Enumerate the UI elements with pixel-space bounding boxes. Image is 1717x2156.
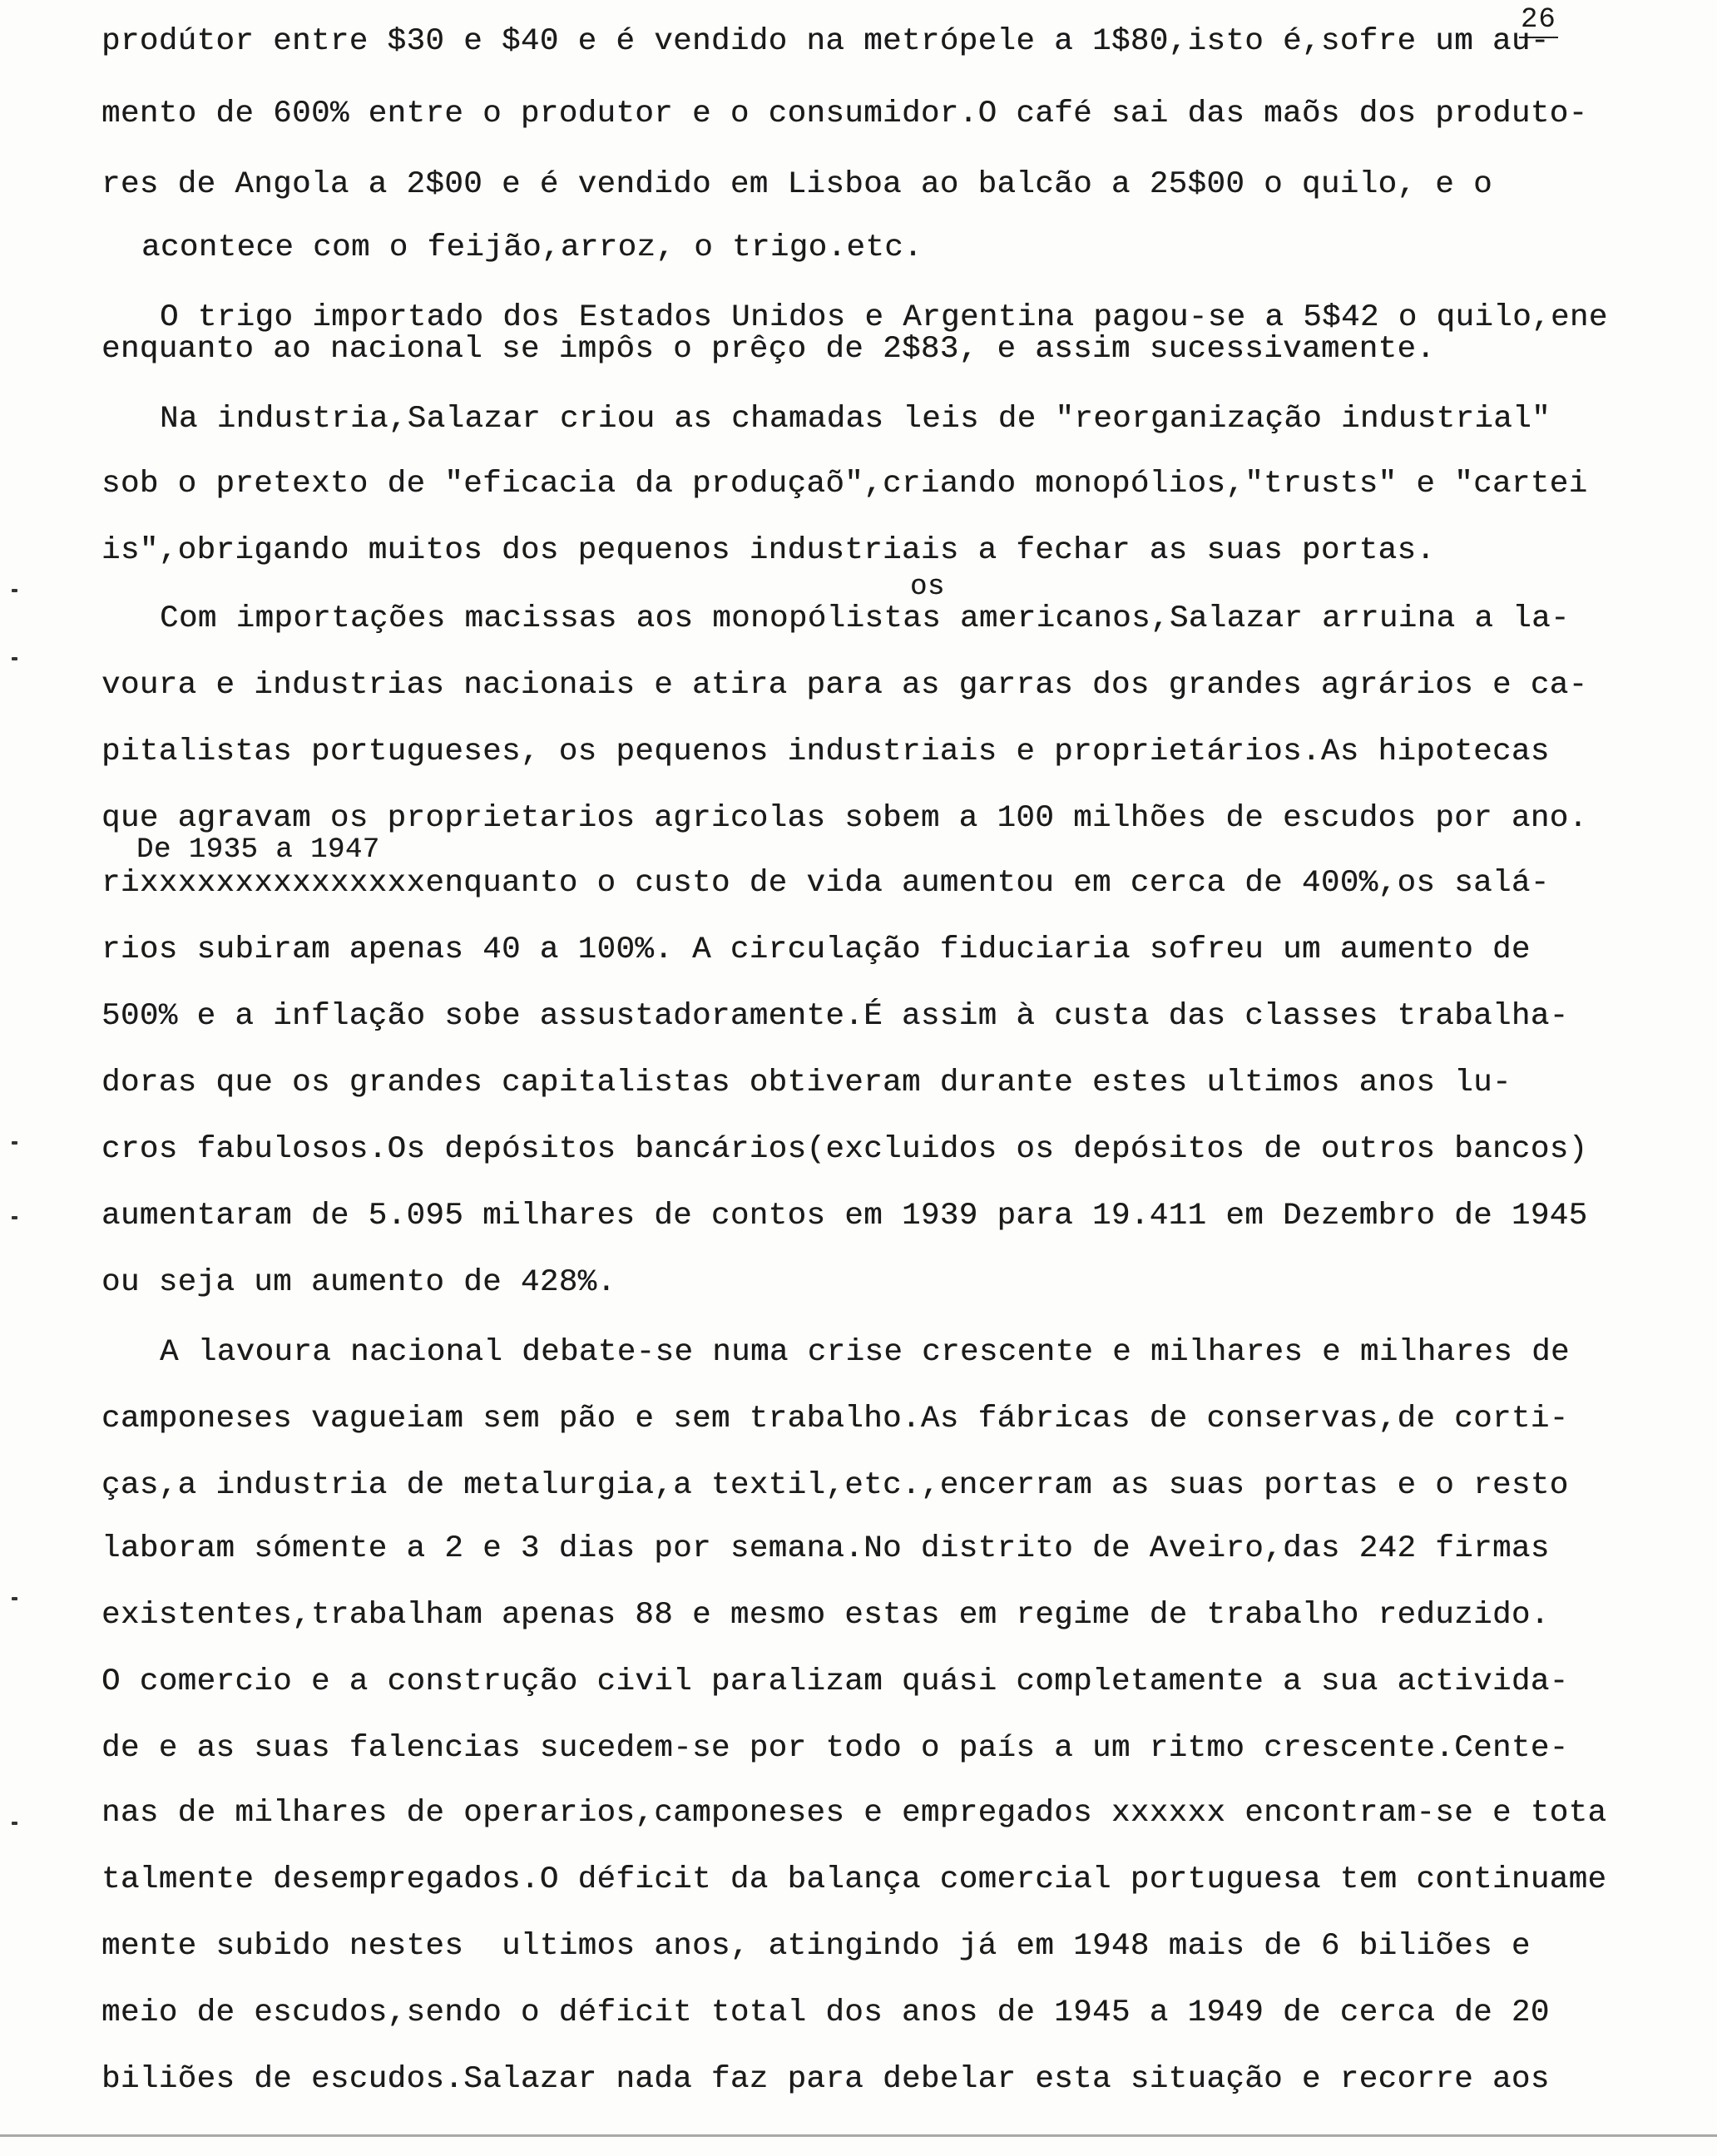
text-line: rios subiram apenas 40 a 100%. A circulação fiduciaria sofreu um aumento de — [101, 932, 1531, 967]
margin-mark — [12, 1822, 17, 1825]
text-line: A lavoura nacional debate-se numa crise crescente e milhares e milhares de — [160, 1335, 1570, 1370]
margin-mark — [12, 1597, 17, 1600]
margin-mark — [12, 1216, 17, 1219]
text-line: mento de 600% entre o produtor e o consumidor.O café sai das maõs dos produto- — [101, 96, 1588, 131]
text-line: enquanto ao nacional se impôs o prêço de 2$83, e assim sucessivamente. — [101, 332, 1436, 367]
text-line: ou seja um aumento de 428%. — [101, 1265, 616, 1300]
text-line: mente subido nestes ultimos anos, atingindo já em 1948 mais de 6 biliões e — [101, 1929, 1531, 1964]
text-line: nas de milhares de operarios,camponeses e empregados xxxxxx encontram-se e tota — [101, 1796, 1607, 1831]
text-line: prodútor entre $30 e $40 e é vendido na metrópele a 1$80,isto é,sofre um au- — [101, 24, 1550, 59]
text-line: doras que os grandes capitalistas obtiveram durante estes ultimos anos lu- — [101, 1066, 1512, 1100]
text-line: pitalistas portugueses, os pequenos industriais e proprietários.As hipotecas — [101, 734, 1550, 769]
text-line: os — [910, 571, 945, 603]
text-line: Com importações macissas aos monopólistas americanos,Salazar arruina a la- — [160, 601, 1570, 636]
text-line: voura e industrias nacionais e atira para as garras dos grandes agrários e ca- — [101, 668, 1588, 703]
text-line: 500% e a inflação sobe assustadoramente.É assim à custa das classes trabalha- — [101, 999, 1569, 1034]
margin-mark — [12, 657, 17, 660]
text-line: de e as suas falencias sucedem-se por todo o país a um ritmo crescente.Cente- — [101, 1731, 1569, 1766]
text-line: que agravam os proprietarios agricolas sobem a 100 milhões de escudos por ano. — [101, 801, 1588, 836]
page-number: 26 — [1519, 3, 1558, 38]
text-line: O trigo importado dos Estados Unidos e Argentina pagou-se a 5$42 o quilo,ene — [160, 300, 1608, 335]
text-line: cros fabulosos.Os depósitos bancários(excluidos os depósitos de outros bancos) — [101, 1132, 1588, 1167]
margin-mark — [12, 1141, 17, 1145]
text-line: Na industria,Salazar criou as chamadas leis de "reorganização industrial" — [160, 402, 1551, 437]
text-line: talmente desempregados.O déficit da balança comercial portuguesa tem continuame — [101, 1862, 1607, 1897]
text-line: camponeses vagueiam sem pão e sem trabalho.As fábricas de conservas,de corti- — [101, 1402, 1569, 1437]
text-line: laboram sómente a 2 e 3 dias por semana.No distrito de Aveiro,das 242 firmas — [101, 1531, 1550, 1566]
text-line: sob o pretexto de "eficacia da produçaõ",criando monopólios,"trusts" e "cartei — [101, 467, 1588, 502]
margin-mark — [12, 589, 17, 592]
text-line: existentes,trabalham apenas 88 e mesmo estas em regime de trabalho reduzido. — [101, 1598, 1550, 1633]
text-line: De 1935 a 1947 — [136, 834, 380, 866]
text-line: biliões de escudos.Salazar nada faz para debelar esta situação e recorre aos — [101, 2062, 1550, 2097]
text-line: aumentaram de 5.095 milhares de contos em 1939 para 19.411 em Dezembro de 1945 — [101, 1199, 1588, 1234]
text-line: rixxxxxxxxxxxxxxxenquanto o custo de vida aumentou em cerca de 400%,os salá- — [101, 866, 1550, 901]
text-line: res de Angola a 2$00 e é vendido em Lisboa ao balcão a 25$00 o quilo, e o — [101, 167, 1492, 202]
text-line: meio de escudos,sendo o déficit total dos anos de 1945 a 1949 de cerca de 20 — [101, 1995, 1550, 2030]
text-line: is",obrigando muitos dos pequenos industriais a fechar as suas portas. — [101, 533, 1436, 568]
bottom-rule — [0, 2134, 1717, 2137]
text-line: ças,a industria de metalurgia,a textil,etc.,encerram as suas portas e o resto — [101, 1468, 1569, 1503]
text-line: O comercio e a construção civil paralizam quási completamente a sua activida- — [101, 1664, 1569, 1699]
text-line: acontece com o feijão,arroz, o trigo.etc. — [141, 230, 923, 265]
